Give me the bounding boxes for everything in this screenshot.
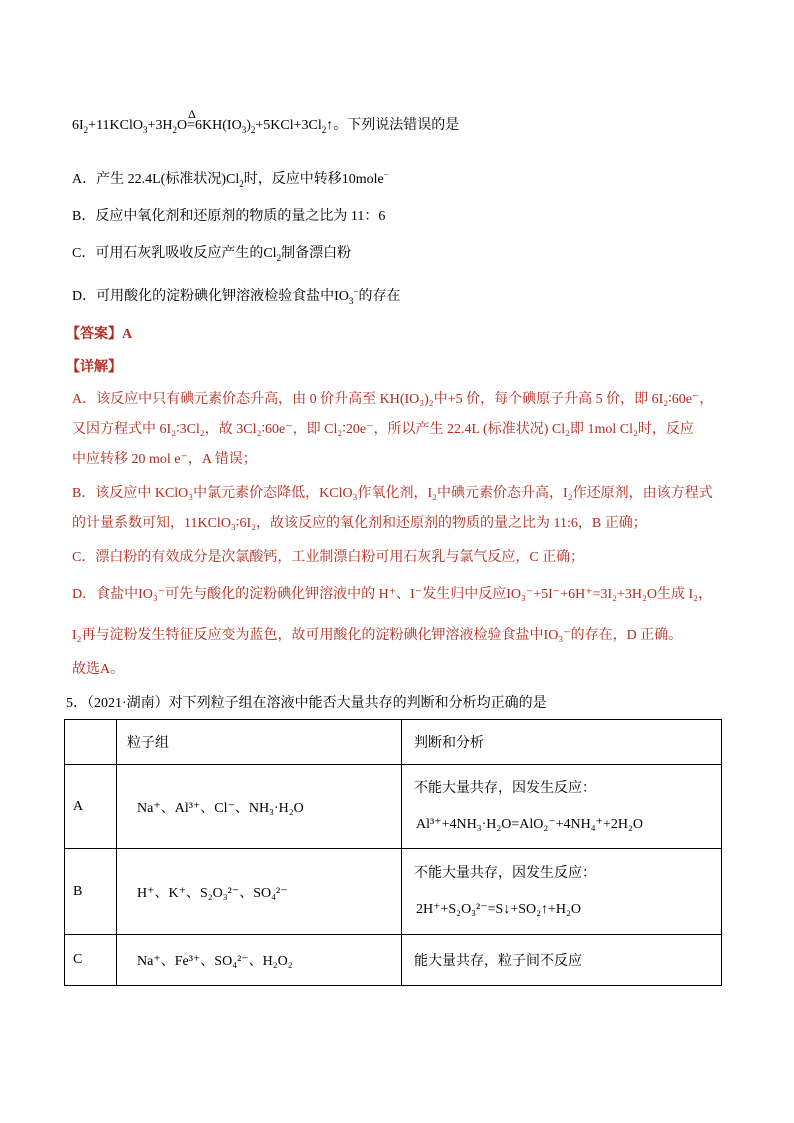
particle-table (64, 719, 722, 986)
judgement-text: 不能大量共存，因发生反应： (414, 865, 596, 881)
conclusion: 故选A。 (72, 662, 125, 677)
table-header-cell: 判断和分析 (402, 720, 722, 765)
table-row (65, 935, 722, 986)
explanation-d-line1: D．食盐中IO₃⁻可先与酸化的淀粉碘化钾溶液中的 H⁺、I⁻发生归中反应IO₃⁻+5I⁻+6H⁺=3I₂+3H₂O生成 I₂， (72, 587, 713, 602)
question-equation-line (72, 107, 460, 136)
table-header-cell: 粒子组 (117, 720, 402, 765)
judgement-cell (402, 765, 722, 849)
explanation-a-line3: 中应转移 20 mol e⁻，A 错误； (72, 452, 257, 467)
option-a: A．产生 22.4L(标准状况)$Cl_2$时，反应中转移10mole− (72, 169, 389, 189)
explanation-a-line2: 又因方程式中 6I₂∶3Cl₂，故 3Cl₂∶60e⁻，即 Cl₂∶20e⁻，所以产生 22.4L (标准状况) Cl₂即 1mol Cl₂时，反应 (72, 422, 694, 437)
row-label: A (65, 765, 117, 849)
table-row (65, 849, 722, 935)
row-label: C (65, 935, 117, 986)
detail-label: 【详解】 (66, 360, 122, 375)
judgement-cell: 能大量共存，粒子间不反应 (402, 935, 722, 986)
option-b: B．反应中氧化剂和还原剂的物质的量之比为 11：6 (72, 209, 386, 224)
row-label: B (65, 849, 117, 935)
explanation-b-line2: 的计量系数可知，11KClO₃∶6I₂，故该反应的氧化剂和还原剂的物质的量之比为 11:6，B 正确； (72, 516, 647, 531)
reaction-equation: $6I_2+11KClO_3+3H_2O$ Δ $=6KH(IO_3)_2+5KCl+3Cl_2↑$ (72, 107, 334, 135)
particle-group: Na⁺、Fe³⁺、SO₄²⁻、H₂O₂ (117, 935, 402, 986)
particle-group: Na⁺、Al³⁺、Cl⁻、NH₃·H₂O (117, 765, 402, 849)
judgement-cell (402, 849, 722, 935)
reaction-equation: Al³⁺+4NH₃·H₂O=AlO₂⁻+4NH₄⁺+2H₂O (416, 816, 644, 832)
explanation-b-line1: B．该反应中 KClO₃中氯元素价态降低，KClO₃作氧化剂，I₂中碘元素价态升高，I₂作还原剂，由该方程式 (72, 486, 713, 501)
question5-stem: 5．（2021·湖南）对下列粒子组在溶液中能否大量共存的判断和分析均正确的是 (66, 696, 547, 711)
reaction-equation: 2H⁺+S₂O₃²⁻=S↓+SO₂↑+H₂O (416, 901, 581, 917)
option-c: C．可用石灰乳吸收反应产生的$Cl_2$制备漂白粉 (72, 246, 352, 263)
question-stem: 。下列说法错误的是 (333, 118, 460, 133)
answer-label: 【答案】A (66, 327, 133, 342)
particle-group: H⁺、K⁺、S₂O₃²⁻、SO₄²⁻ (117, 849, 402, 935)
explanation-a-line1: A．该反应中只有碘元素价态升高，由 0 价升高至 KH(IO₃)₂中+5 价，每个碘原子升高 5 价，即 6I₂∶60e⁻， (72, 392, 714, 407)
explanation-c-line1: C．漂白粉的有效成分是次氯酸钙，工业制漂白粉可用石灰乳与氯气反应，C 正确； (72, 550, 585, 565)
judgement-text: 不能大量共存，因发生反应： (414, 780, 596, 796)
explanation-d-line2: I₂再与淀粉发生特征反应变为蓝色，故可用酸化的淀粉碘化钾溶液检验食盐中IO₃⁻的存在，D 正确。 (72, 628, 683, 643)
table-header-row (65, 720, 722, 765)
table-row (65, 765, 722, 849)
option-d: D．可用酸化的淀粉碘化钾溶液检验食盐中$IO_3^-$的存在 (72, 286, 401, 306)
table-header-cell (65, 720, 117, 765)
